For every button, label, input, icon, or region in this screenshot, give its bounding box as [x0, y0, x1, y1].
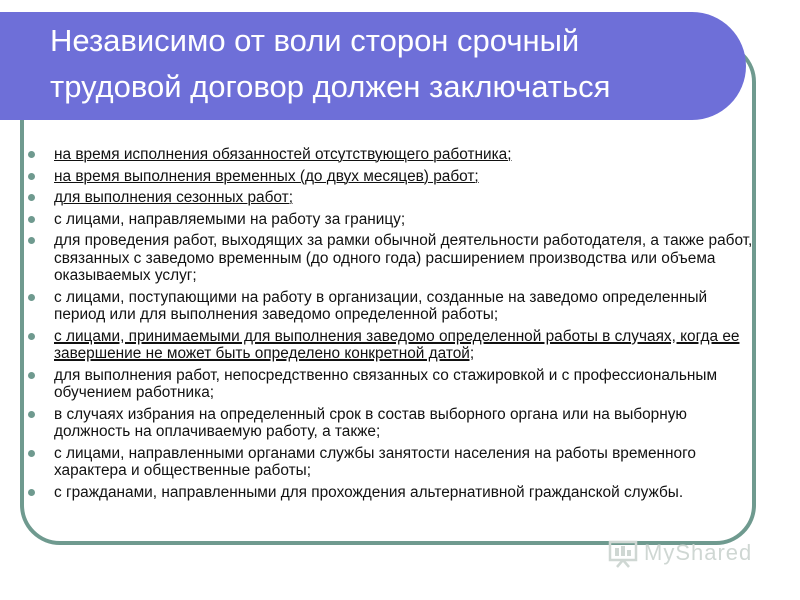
list-item [28, 211, 758, 229]
list-item [28, 484, 758, 502]
list-item [28, 189, 758, 207]
list-item-text: для проведения работ, выходящих за рамки обычной деятельности работодателя, а также работ, связанных с заведомо временным (до одного года) расширением производства или объема оказываемых услуг; [54, 232, 753, 284]
title-line-2: трудовой договор должен заключаться [50, 69, 611, 104]
presentation-board-icon [608, 540, 638, 568]
slide-title [50, 18, 740, 110]
list-item-text: в случаях избрания на определенный срок в состав выборного органа или на выборную должность на оплачиваемую работу, а также; [54, 405, 687, 440]
list-item-text: для выполнения работ, непосредственно связанных со стажировкой и с профессиональным обучением работника; [54, 366, 718, 401]
bullet-icon [28, 411, 35, 418]
bullet-icon [28, 173, 35, 180]
condition-list [28, 146, 758, 505]
bullet-icon [28, 333, 35, 340]
list-item-text: с лицами, поступающими на работу в организации, созданные на заведомо определенный период или для выполнения заведомо определенной работы; [54, 288, 708, 323]
list-item-text: с лицами, направленными органами службы занятости населения на работы временного характера и общественные работы; [54, 444, 696, 479]
list-item-text: на время выполнения временных (до двух месяцев) работ; [54, 167, 479, 185]
list-item [28, 328, 758, 363]
list-item-text: на время исполнения обязанностей отсутствующего работника; [54, 146, 512, 163]
watermark-text: MyShared [644, 540, 753, 565]
list-item [28, 146, 758, 164]
list-item [28, 406, 758, 441]
list-item [28, 445, 758, 480]
bullet-icon [28, 294, 35, 301]
bullet-icon [28, 216, 35, 223]
list-item [28, 289, 758, 324]
bullet-icon [28, 151, 35, 158]
bullet-icon [28, 237, 35, 244]
list-item-text: с лицами, направляемыми на работу за границу; [54, 210, 406, 228]
watermark-logo [608, 536, 778, 572]
list-item [28, 232, 758, 285]
list-item-text: с гражданами, направленными для прохождения альтернативной гражданской службы. [54, 483, 684, 501]
bullet-icon [28, 372, 35, 379]
list-item [28, 367, 758, 402]
bullet-icon [28, 450, 35, 457]
title-line-1: Независимо от воли сторон срочный [50, 23, 580, 58]
list-item-text: для выполнения сезонных работ; [54, 189, 293, 206]
list-item [28, 168, 758, 186]
list-item-text: с лицами, принимаемыми для выполнения заведомо определенной работы в случаях, когда ее завершение не может быть определено конкретной датой; [54, 327, 740, 362]
bullet-icon [28, 489, 35, 496]
bullet-icon [28, 194, 35, 201]
